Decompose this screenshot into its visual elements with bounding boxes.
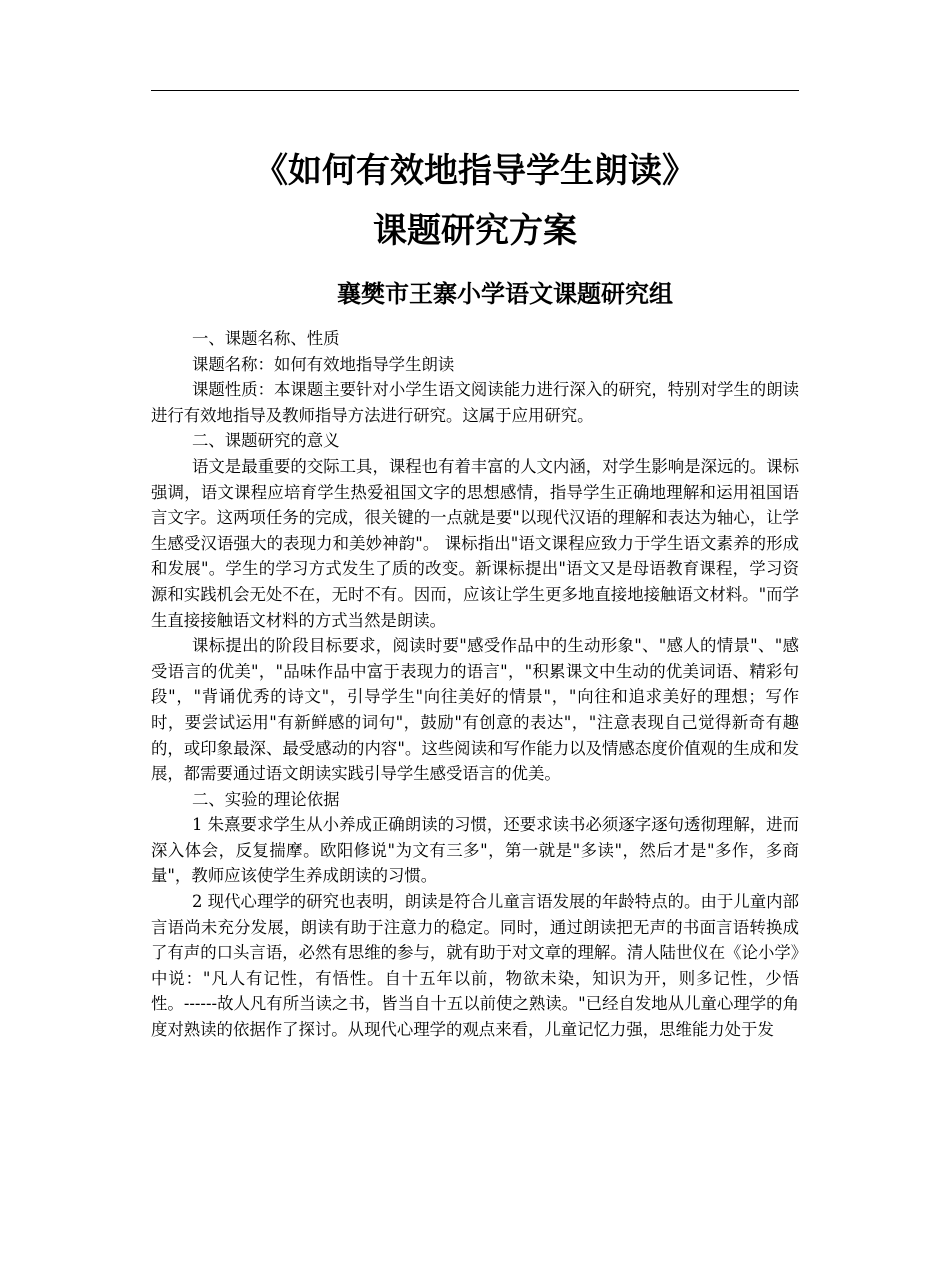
section-heading-3: 二、实验的理论依据 <box>192 789 340 809</box>
document-author: 襄樊市王寨小学语文课题研究组 <box>337 280 673 308</box>
document-title-line1: 《如何有效地指导学生朗读》 <box>254 151 696 191</box>
paragraph-theory-2: 2 现代心理学的研究也表明，朗读是符合儿童言语发展的年龄特点的。由于儿童内部言语尚未充分发展，朗读有助于注意力的稳定。同时，通过朗读把无声的书面言语转换成了有声的口头言语，必然有思维的参与，就有助于对文章的理解。清人陆世仪在《论小学》中说："凡人有记性，有悟性。自十五年以前，物欲未染，知识为开，则多记性，少悟性。------故人凡有所当读之书，皆当自十五以前使之熟读。"已经自发地从儿童心理学的角度对熟读的依据作了探讨。从现代心理学的观点来看，儿童记忆力强，思维能力处于发 <box>151 892 799 1040</box>
document-body <box>151 326 799 1043</box>
section-heading-1: 一、课题名称、性质 <box>192 329 340 348</box>
paragraph-topic-nature: 课题性质：本课题主要针对小学生语文阅读能力进行深入的研究，特别对学生的朗读进行有效地指导及教师指导方法进行研究。这属于应用研究。 <box>151 380 799 425</box>
header-rule <box>151 90 799 91</box>
section-heading-2: 二、课题研究的意义 <box>192 431 340 451</box>
paragraph-topic-name: 课题名称：如何有效地指导学生朗读 <box>192 354 455 374</box>
document-title-line2: 课题研究方案 <box>373 211 577 251</box>
paragraph-theory-1: 1 朱熹要求学生从小养成正确朗读的习惯，还要求读书必须逐字逐句透彻理解，进而深入体会，反复揣摩。欧阳修说"为文有三多"，第一就是"多读"，然后才是"多作，多商量"，教师应该使学生养成朗读的习惯。 <box>151 815 799 886</box>
paragraph-significance-1: 语文是最重要的交际工具，课程也有着丰富的人文内涵，对学生影响是深远的。课标强调，语文课程应培育学生热爱祖国文字的思想感情，指导学生正确地理解和运用祖国语言文字。这两项任务的完成，很关键的一点就是要"以现代汉语的理解和表达为轴心，让学生感受汉语强大的表现力和美妙神韵"。 课标指出"语文课程应致力于学生语文素养的形成和发展"。学生的学习方式发生了质的改变。新课标提出"语文又是母语教育课程，学习资源和实践机会无处不在，无时不有。因而，应该让学生更多地直接地接触语文材料。"而学生直接接触语文材料的方式当然是朗读。 <box>151 456 799 630</box>
paragraph-significance-2: 课标提出的阶段目标要求，阅读时要"感受作品中的生动形象"、"感人的情景"、"感受语言的优美"，"品味作品中富于表现力的语言"，"积累课文中生动的优美词语、精彩句段"，"背诵优秀的诗文"，引导学生"向往美好的情景"，"向往和追求美好的理想；写作时，要尝试运用"有新鲜感的词句"，鼓励"有创意的表达"，"注意表现自己觉得新奇有趣的，或印象最深、最受感动的内容"。这些阅读和写作能力以及情感态度价值观的生成和发展，都需要通过语文朗读实践引导学生感受语言的优美。 <box>151 636 799 784</box>
